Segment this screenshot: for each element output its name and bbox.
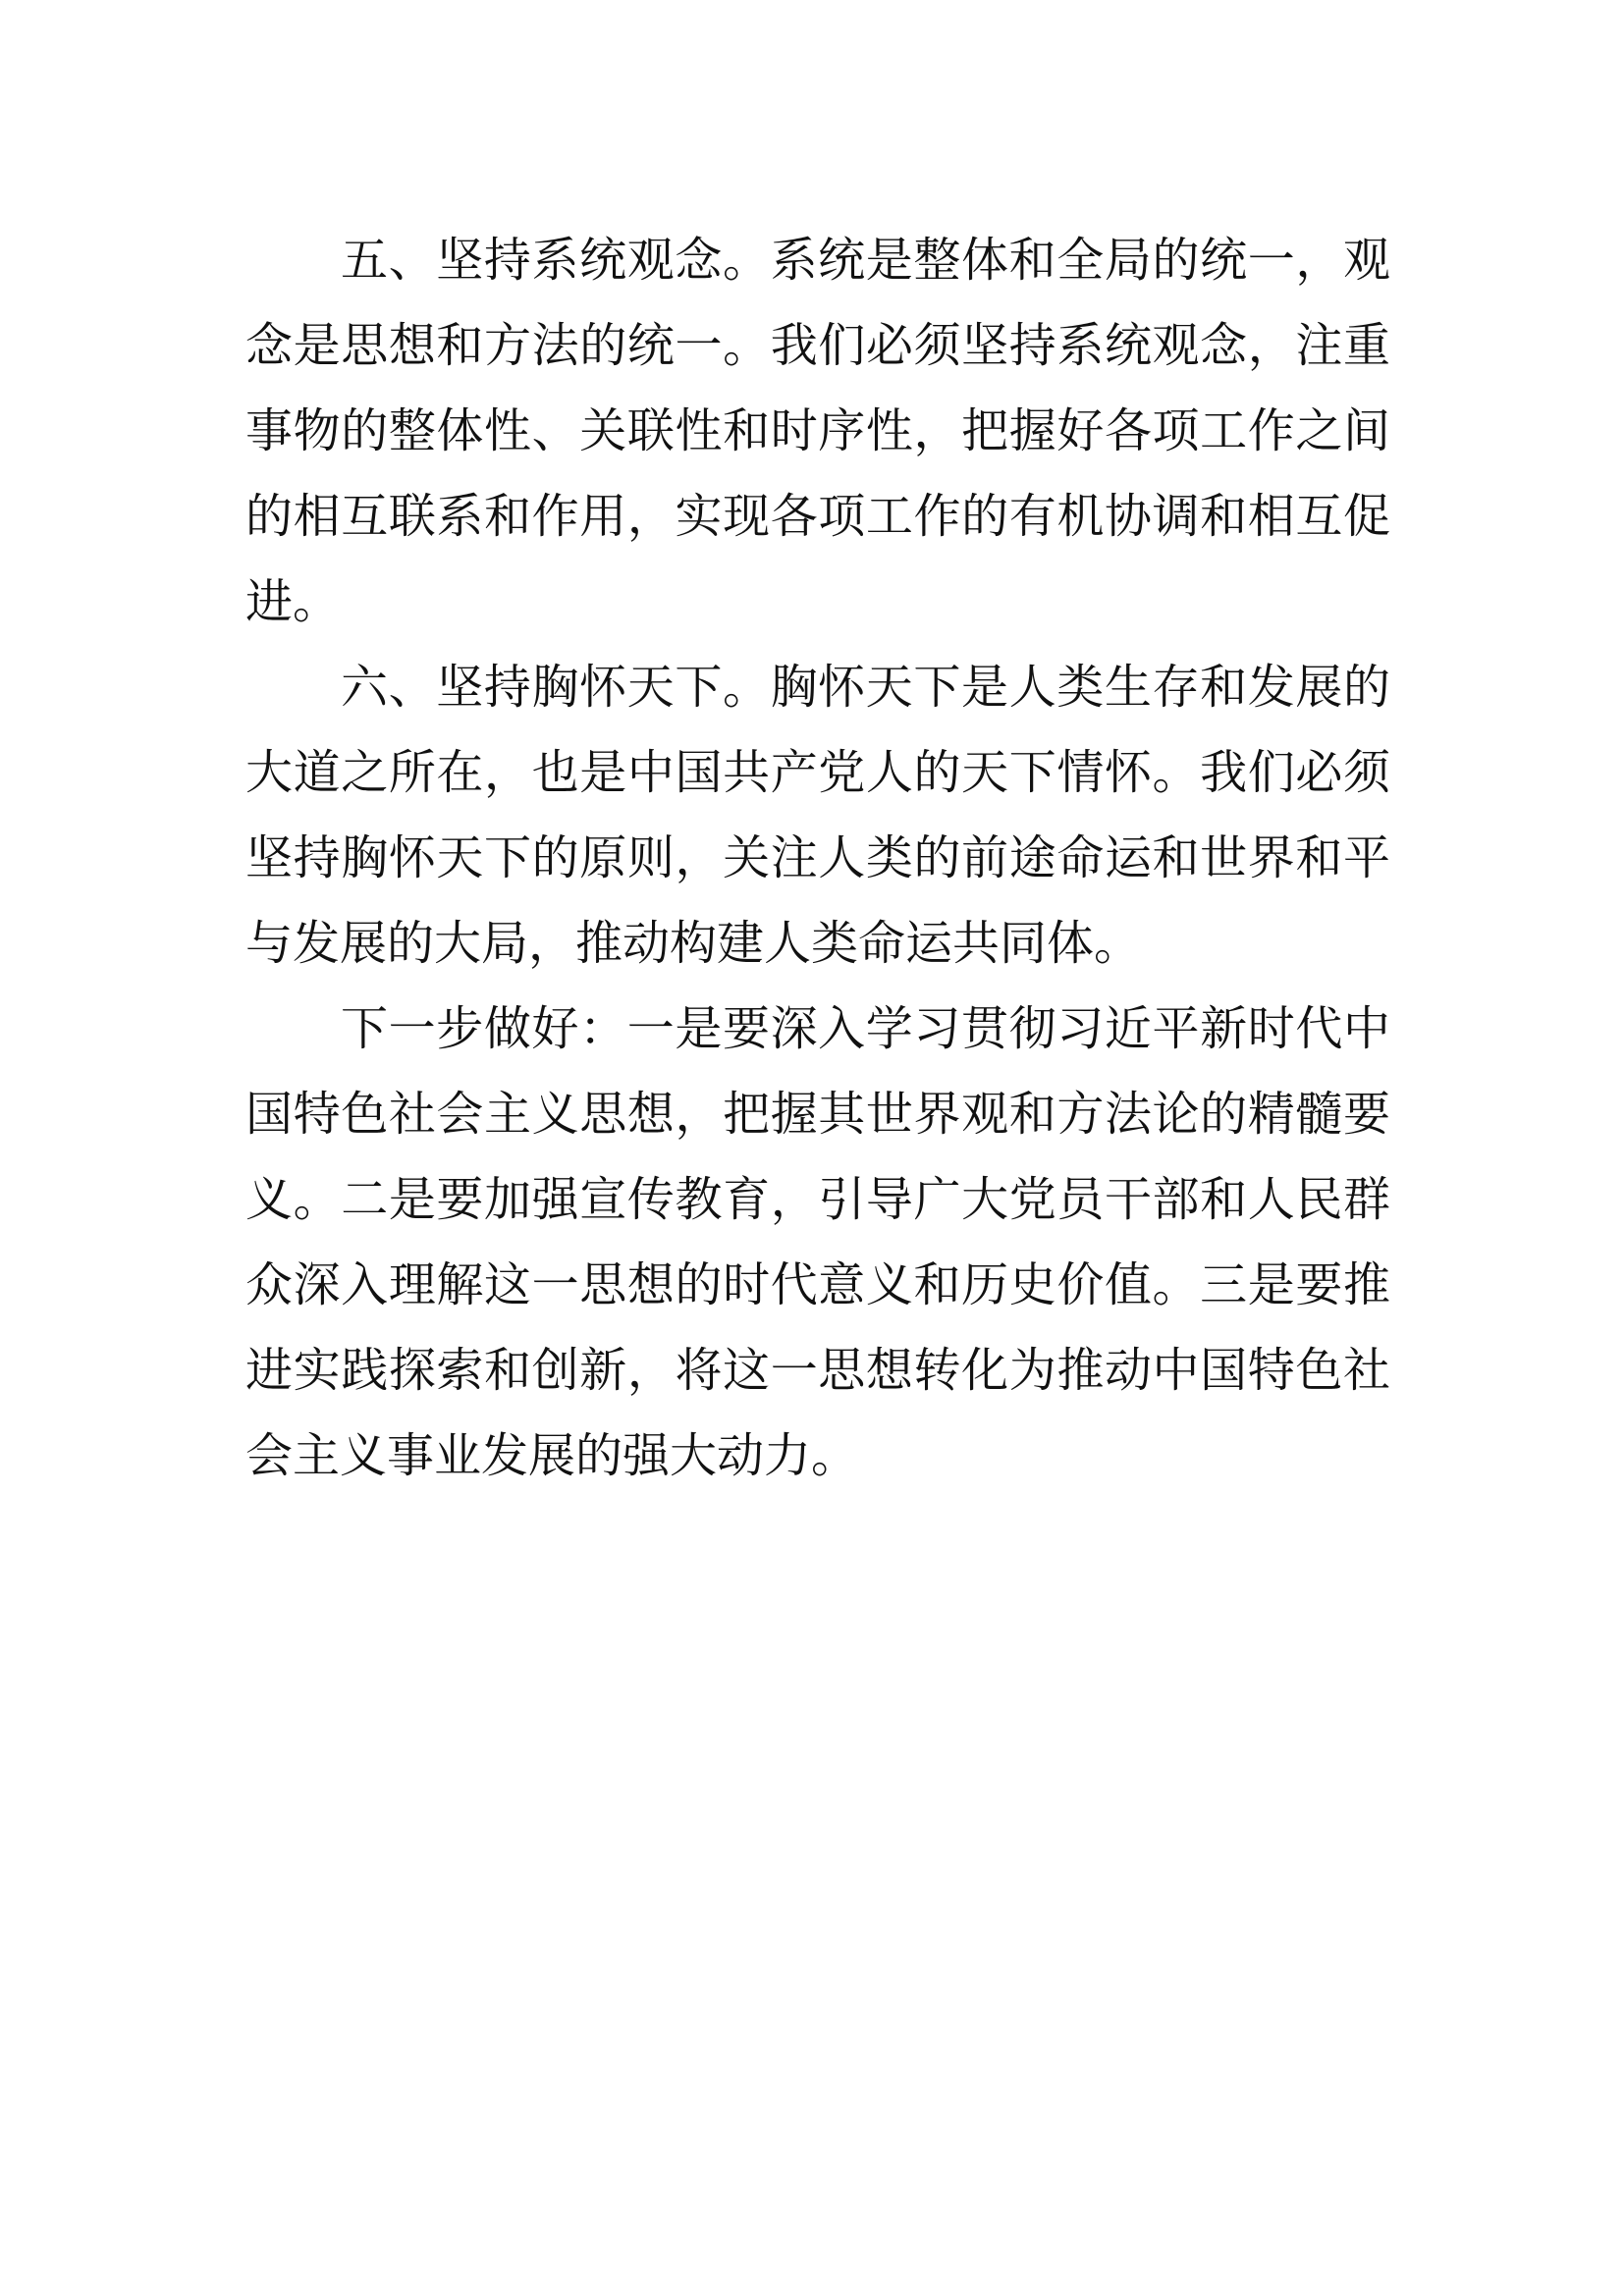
document-body bbox=[245, 218, 1390, 1499]
paragraph-5-system-view: 五、坚持系统观念。系统是整体和全局的统一，观念是思想和方法的统一。我们必须坚持系统观念，注重事物的整体性、关联性和时序性，把握好各项工作之间的相互联系和作用，实现各项工作的有机协调和相互促进。 bbox=[245, 233, 1390, 629]
paragraph-next-steps: 下一步做好：一是要深入学习贯彻习近平新时代中国特色社会主义思想，把握其世界观和方法论的精髓要义。二是要加强宣传教育，引导广大党员干部和人民群众深入理解这一思想的时代意义和历史价值。三是要推进实践探索和创新，将这一思想转化为推动中国特色社会主义事业发展的强大动力。 bbox=[245, 1001, 1390, 1483]
paragraph-6-world-view: 六、坚持胸怀天下。胸怀天下是人类生存和发展的大道之所在，也是中国共产党人的天下情怀。我们必须坚持胸怀天下的原则，关注人类的前途命运和世界和平与发展的大局，推动构建人类命运共同体。 bbox=[245, 660, 1390, 971]
